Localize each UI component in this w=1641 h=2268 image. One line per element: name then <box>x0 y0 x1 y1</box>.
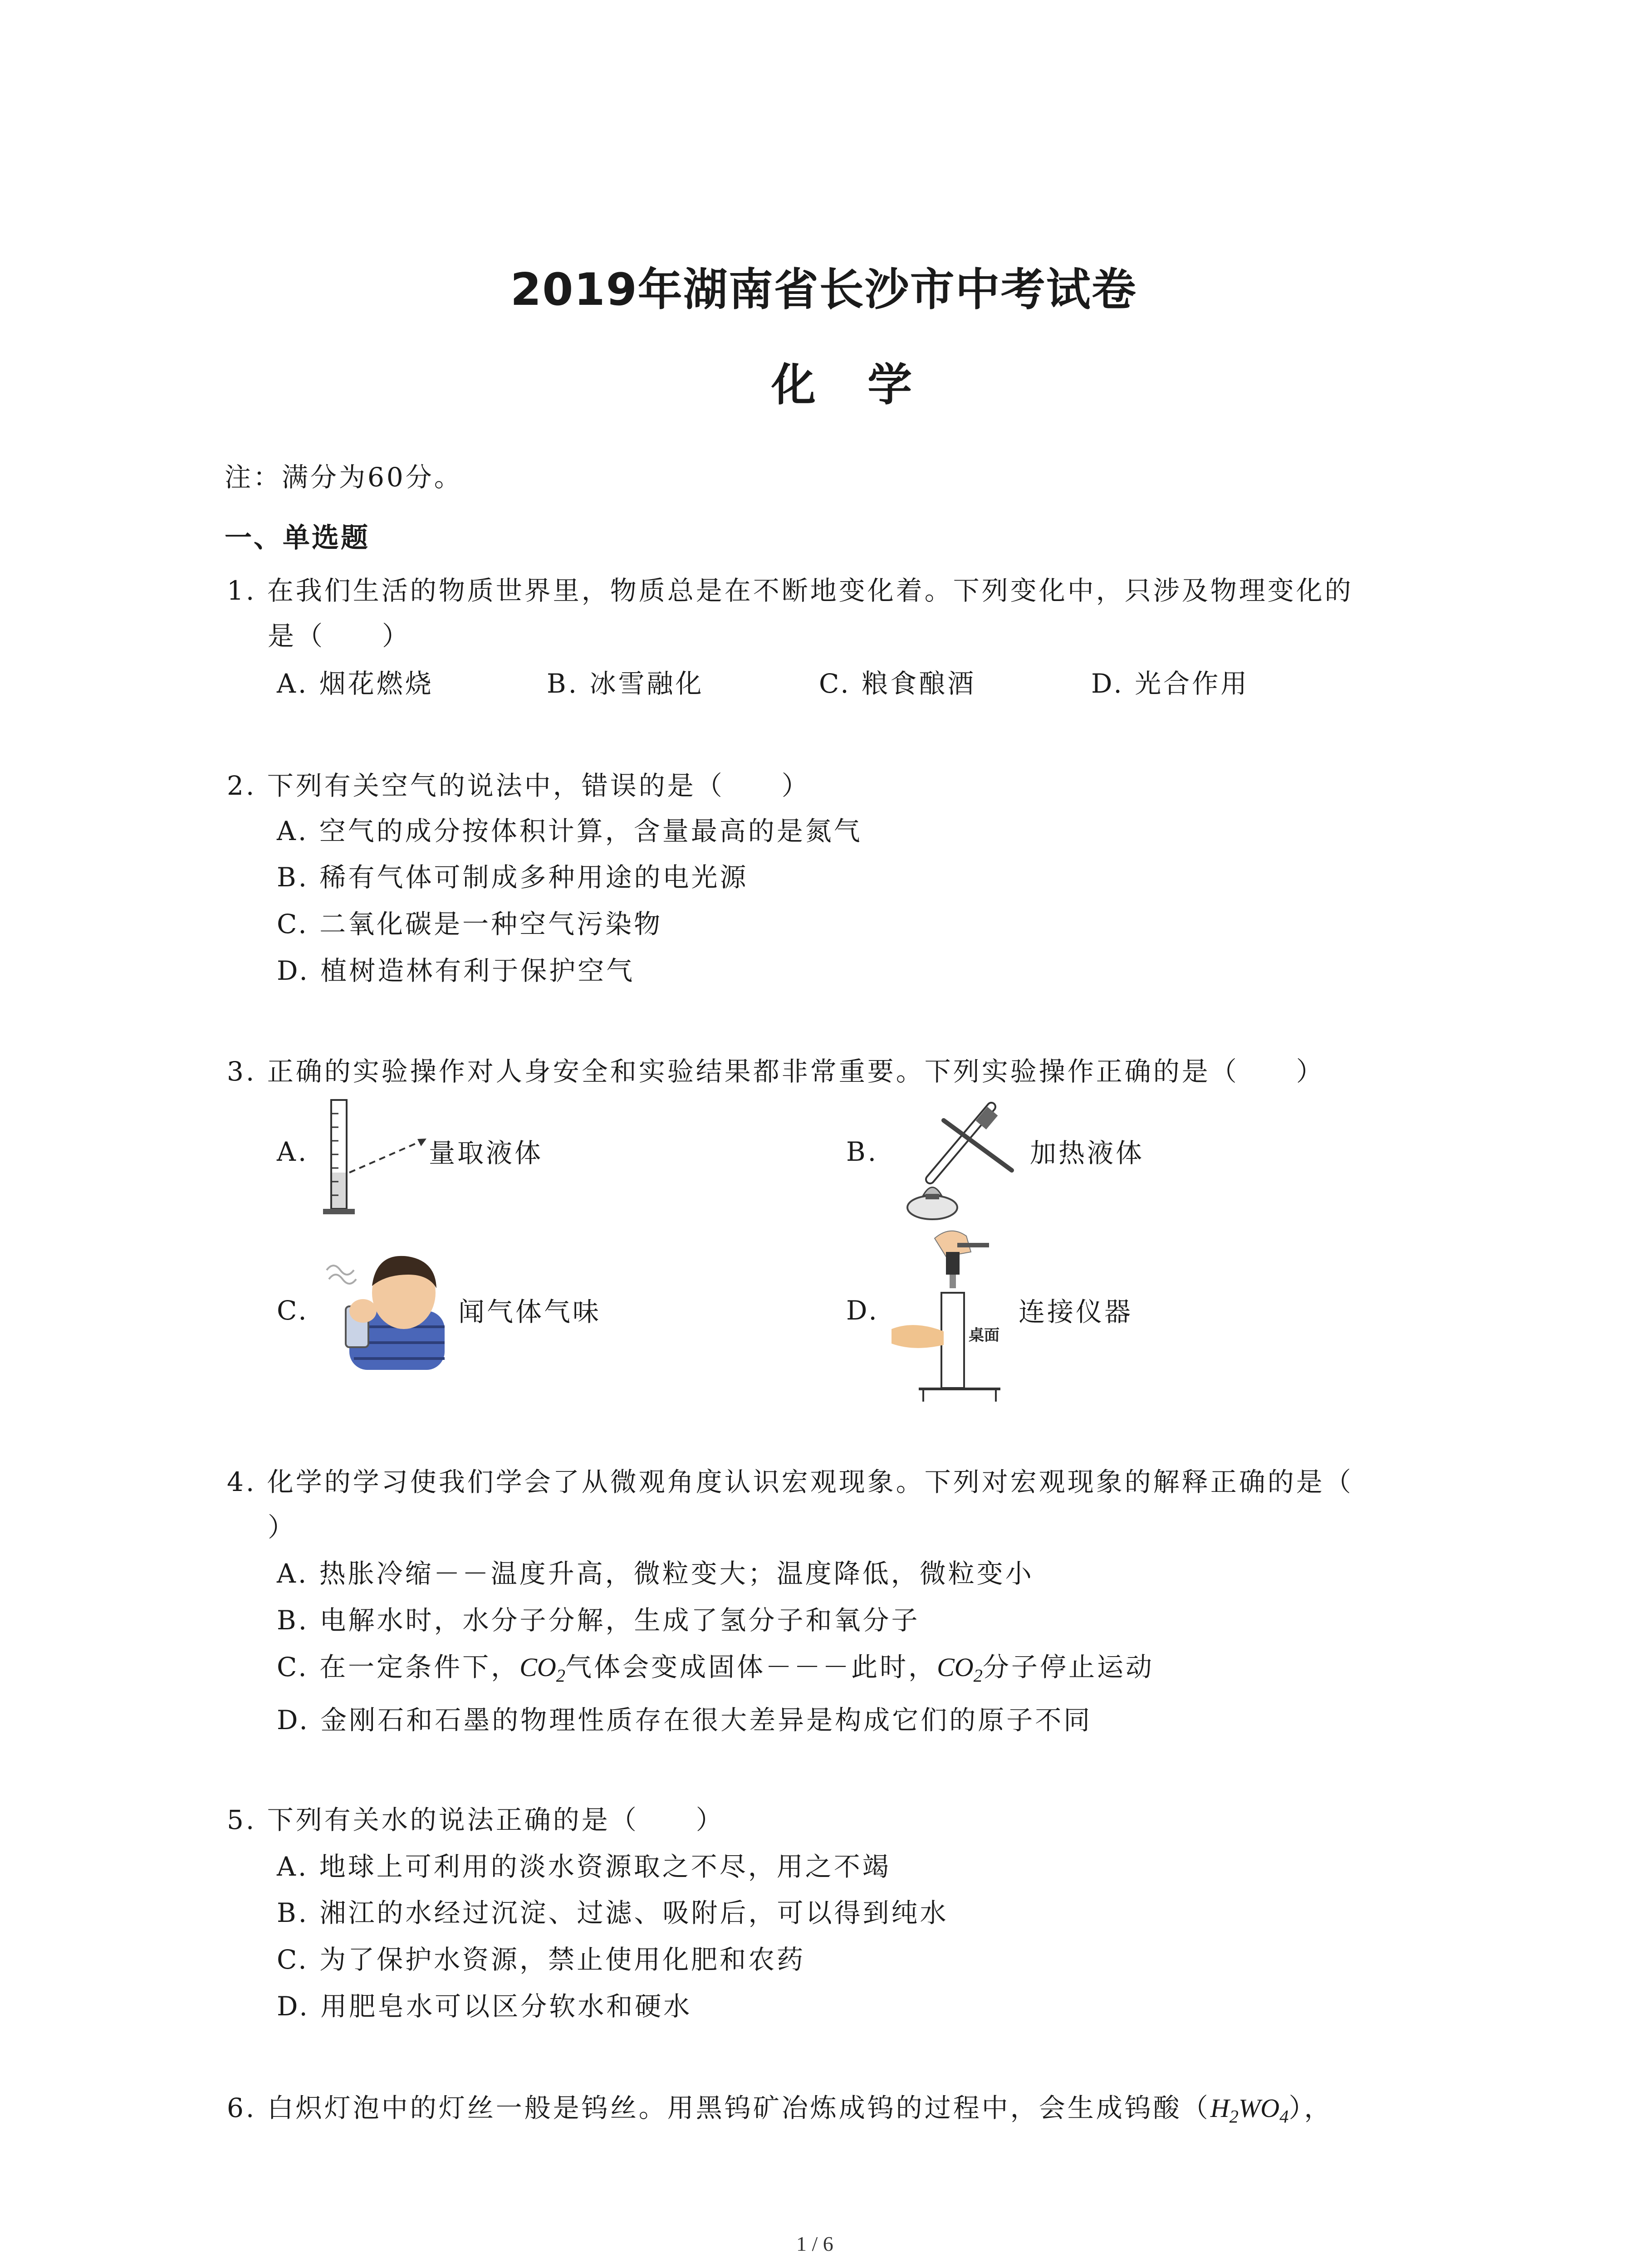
q4-option-c-part1: C. 在一定条件下， <box>277 1652 520 1682</box>
q1-option-a: A. 烟花燃烧 <box>277 668 434 699</box>
score-note: 注：满分为60分。 <box>225 462 463 493</box>
q6-stem: 6. 白炽灯泡中的灯丝一般是钨丝。用黑钨矿冶炼成钨的过程中，会生成钨酸$(H_2WO_4)$， <box>227 2092 1333 2127</box>
q5-stem: 5. 下列有关水的说法正确的是（ ） <box>227 1804 725 1835</box>
q1-stem-line2: 是（ ） <box>268 621 411 651</box>
section-heading: 一、单选题 <box>225 522 370 554</box>
q4-option-c <box>277 1646 1154 1686</box>
q1-option-d: D. 光合作用 <box>1091 668 1249 699</box>
h2wo4-formula: $H_2WO_4$ <box>1210 2093 1289 2127</box>
q1-stem-line1: 1. 在我们生活的物质世界里，物质总是在不断地变化着。下列变化中，只涉及物理变化的 <box>227 575 1353 606</box>
q5-option-c: C. 为了保护水资源，禁止使用化肥和农药 <box>277 1944 806 1975</box>
co2-formula-2: $CO_2$ <box>937 1652 983 1686</box>
heating-tube-figure <box>889 1089 1025 1225</box>
subject-title: 化 学 <box>771 359 931 411</box>
exam-title: 2019年湖南省长沙市中考试卷 <box>510 264 1137 316</box>
q5-option-a: A. 地球上可利用的淡水资源取之不尽，用之不竭 <box>277 1851 891 1882</box>
smelling-gas-figure <box>318 1243 454 1374</box>
q2-option-d: D. 植树造林有利于保护空气 <box>277 955 635 986</box>
q2-option-c: C. 二氧化碳是一种空气污染物 <box>277 909 663 939</box>
q4-stem-line1: 4. 化学的学习使我们学会了从微观角度认识宏观现象。下列对宏观现象的解释正确的是（ <box>227 1466 1353 1497</box>
co2-formula: $CO_2$ <box>519 1652 566 1686</box>
desk-label: 桌面 <box>969 1326 999 1344</box>
graduated-cylinder-figure <box>318 1095 436 1218</box>
q4-stem-line2: ） <box>268 1512 297 1543</box>
q3-option-d-caption: 连接仪器 <box>1019 1296 1133 1327</box>
connecting-apparatus-figure <box>892 1225 1009 1402</box>
q4-option-b: B. 电解水时，水分子分解，生成了氢分子和氧分子 <box>277 1605 920 1636</box>
q1-option-b: B. 冰雪融化 <box>547 668 704 699</box>
q4-option-d: D. 金刚石和石墨的物理性质存在很大差异是构成它们的原子不同 <box>277 1705 1092 1735</box>
q2-option-a: A. 空气的成分按体积计算，含量最高的是氮气 <box>277 816 862 846</box>
q3-option-b-caption: 加热液体 <box>1030 1138 1145 1168</box>
q3-option-d-letter: D. <box>846 1295 879 1326</box>
q1-option-c: C. 粮食酿酒 <box>819 668 976 699</box>
page-number: 1 / 6 <box>796 2232 833 2255</box>
q3-option-a-caption: 量取液体 <box>429 1138 544 1168</box>
q2-option-b: B. 稀有气体可制成多种用途的电光源 <box>277 862 749 893</box>
q3-option-a-letter: A. <box>277 1136 309 1167</box>
q3-option-b-letter: B. <box>846 1136 879 1167</box>
q5-option-b: B. 湘江的水经过沉淀、过滤、吸附后，可以得到纯水 <box>277 1897 949 1928</box>
q3-option-c-letter: C. <box>277 1295 309 1326</box>
q3-option-c-caption: 闻气体气味 <box>458 1296 602 1327</box>
q4-option-c-part2: 气体会变成固体－－－此时， <box>565 1652 937 1682</box>
q4-option-c-part3: 分子停止运动 <box>982 1652 1154 1682</box>
q3-stem: 3. 正确的实验操作对人身安全和实验结果都非常重要。下列实验操作正确的是（ ） <box>227 1056 1325 1087</box>
q4-option-a: A. 热胀冷缩－－温度升高，微粒变大；温度降低，微粒变小 <box>277 1558 1034 1589</box>
q5-option-d: D. 用肥皂水可以区分软水和硬水 <box>277 1991 692 2022</box>
q2-stem: 2. 下列有关空气的说法中，错误的是（ ） <box>227 770 810 801</box>
